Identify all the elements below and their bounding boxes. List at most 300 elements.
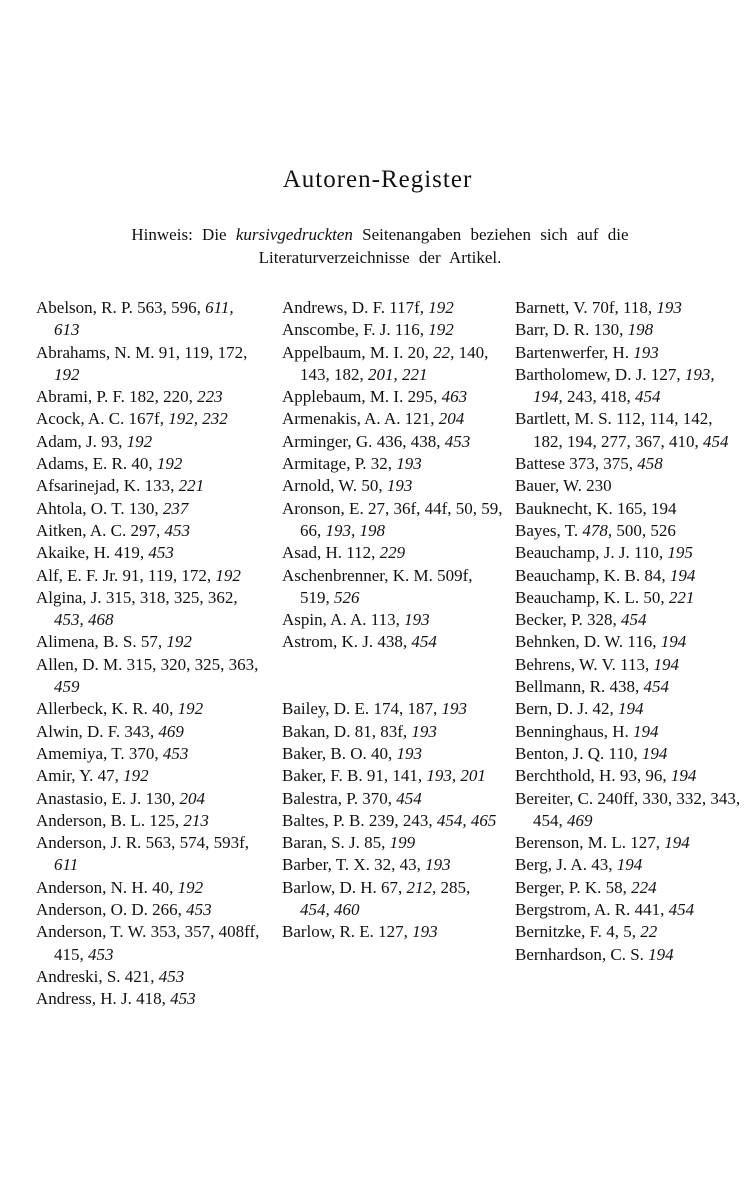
note-text-before: Hinweis: Die xyxy=(131,225,236,244)
index-entry xyxy=(515,587,745,609)
index-entry xyxy=(515,408,745,453)
author-name: Behnken, D. W. xyxy=(515,632,624,652)
author-name: Astrom, K. J. xyxy=(282,632,374,652)
index-entry xyxy=(36,832,261,877)
page-ref-bibliography: 194 xyxy=(670,766,697,786)
author-name: Alf, E. F. Jr. xyxy=(36,565,119,585)
page-ref: 438, xyxy=(377,632,408,652)
page-ref: 130, xyxy=(145,788,176,808)
page-ref-bibliography: 469 xyxy=(567,810,593,830)
index-entry xyxy=(515,520,745,542)
page-ref: 297, xyxy=(130,520,161,540)
author-name: Andrews, D. F. xyxy=(282,298,385,317)
page-ref: 182, 220, xyxy=(129,387,193,407)
index-entry xyxy=(515,765,745,787)
author-name: Bernitzke, F. xyxy=(515,922,602,942)
page-ref-bibliography: 192 xyxy=(428,320,454,340)
author-name: Adams, E. R. xyxy=(36,454,128,474)
author-name: Benton, J. Q. xyxy=(515,743,605,763)
author-name: Berenson, M. L. xyxy=(515,833,626,853)
page-ref-bibliography: 204 xyxy=(438,409,465,429)
author-name: Aronson, E. xyxy=(282,498,364,518)
index-entry xyxy=(515,921,745,943)
page-ref-bibliography: 454 xyxy=(643,677,669,697)
page-ref-bibliography: 198 xyxy=(627,320,654,340)
page-ref: 167f, xyxy=(128,409,164,429)
page-ref: 328, xyxy=(587,610,617,630)
index-entry xyxy=(515,319,745,341)
author-name: Bartlett, M. S. xyxy=(515,409,612,429)
author-name: Baran, S. J. xyxy=(282,833,360,853)
page-ref-bibliography: 454 xyxy=(621,610,647,630)
page-ref-bibliography: 459 xyxy=(54,677,80,697)
page-ref-bibliography: 453 xyxy=(444,431,471,451)
page-ref-bibliography: 193 xyxy=(633,342,659,362)
page-ref-bibliography: 192 xyxy=(126,431,153,451)
index-entry xyxy=(282,765,504,787)
index-entry xyxy=(515,743,745,765)
index-entry xyxy=(515,854,745,876)
page-ref: 81, 83f, xyxy=(354,721,408,741)
page-ref-bibliography: 192 xyxy=(156,454,183,474)
page-ref-bibliography: 194 xyxy=(633,721,659,741)
author-name: Anscombe, F. J. xyxy=(282,320,391,340)
page-ref: 239, 243, xyxy=(368,810,433,830)
page-ref-bibliography: 192 xyxy=(166,632,192,652)
index-column-3 xyxy=(515,297,745,966)
index-entry xyxy=(36,520,261,542)
page-ref-bibliography: 194 xyxy=(616,855,643,875)
index-entry xyxy=(282,631,504,653)
page-ref: 230 xyxy=(586,476,612,496)
page-ref-bibliography: 453 xyxy=(158,966,185,986)
page-ref-bibliography: 22, xyxy=(433,342,455,362)
index-entry xyxy=(282,565,504,610)
page-ref-bibliography: 453 xyxy=(88,944,114,964)
page-ref-bibliography: 201, 221 xyxy=(368,364,428,384)
page-ref-bibliography: 454 xyxy=(411,632,437,652)
letter-group-gap xyxy=(282,654,504,699)
page-ref-bibliography: 454 xyxy=(703,431,729,451)
index-entry xyxy=(515,899,745,921)
author-name: Amemiya, T. xyxy=(36,743,125,763)
page-ref-bibliography: 194 xyxy=(669,565,696,585)
index-entry xyxy=(515,698,745,720)
note-text-after: Seitenangaben beziehen sich auf die Literaturverzeichnisse der Artikel. xyxy=(258,225,629,267)
page-ref: 421, xyxy=(124,966,155,986)
index-entry xyxy=(36,542,261,564)
index-entry xyxy=(282,319,504,341)
index-entry xyxy=(36,565,261,587)
author-name: Afsarinejad, K. xyxy=(36,476,141,496)
page-ref: 315, 318, 325, 362, xyxy=(105,587,238,607)
index-entry xyxy=(515,788,745,833)
author-name: Battese xyxy=(515,454,566,474)
index-column-2 xyxy=(282,297,504,944)
page-ref-bibliography: 213 xyxy=(183,810,209,830)
index-entry xyxy=(282,475,504,497)
page-ref: 370, xyxy=(362,788,393,808)
page-title: Autoren-Register xyxy=(282,166,473,193)
page-ref-bibliography: 453 xyxy=(162,743,189,763)
author-name: Applebaum, M. I. xyxy=(282,387,404,407)
index-entry xyxy=(282,609,504,631)
page-ref: 125, xyxy=(149,810,180,830)
author-name: Benninghaus, H. xyxy=(515,721,629,741)
page-ref-bibliography: 193 xyxy=(386,476,413,496)
page-ref: 58, xyxy=(605,877,627,897)
page-ref-bibliography: 229 xyxy=(379,543,406,563)
page-ref-bibliography: 221 xyxy=(668,587,695,607)
index-entry xyxy=(282,386,504,408)
index-entry xyxy=(515,297,745,319)
author-name: Barr, D. R. xyxy=(515,320,590,340)
page-ref: 40, xyxy=(152,877,174,897)
page-ref-bibliography: 611 xyxy=(54,855,79,875)
author-name: Akaike, H. xyxy=(36,543,111,563)
index-entry xyxy=(36,810,261,832)
page-ref-bibliography: 192, 232 xyxy=(168,409,228,429)
page-ref-bibliography: 454 xyxy=(396,788,422,808)
page-ref-bibliography: 458 xyxy=(637,454,663,474)
index-entry xyxy=(36,921,261,966)
page-ref: 40, xyxy=(152,699,174,719)
author-name: Adam, J. xyxy=(36,431,97,451)
page-ref: 509f, 519, xyxy=(300,565,473,607)
page-ref: 130, xyxy=(128,498,159,518)
index-entry xyxy=(36,342,261,387)
author-name: Baltes, P. B. xyxy=(282,810,365,830)
page-ref: 112, 114, 142, 182, 194, 277, 367, 410, xyxy=(533,409,713,451)
page-ref-bibliography: 469 xyxy=(158,721,184,741)
page-ref-bibliography: 453 xyxy=(170,989,196,1009)
author-name: Berg, J. A. xyxy=(515,855,587,875)
page-ref-bibliography: 192 xyxy=(54,364,80,384)
index-entry xyxy=(36,698,261,720)
note-text-italic: kursivgedruckten xyxy=(235,225,353,244)
index-entry xyxy=(36,721,261,743)
page-ref: 91, 141, xyxy=(366,766,423,786)
author-name: Barber, T. X. xyxy=(282,855,370,875)
page-ref: 93, 96, xyxy=(619,766,667,786)
page-ref: 315, 320, 325, 363, xyxy=(126,654,259,674)
index-entry xyxy=(282,408,504,430)
page-ref: 130, xyxy=(593,320,624,340)
index-entry xyxy=(282,498,504,543)
page-ref: 127, xyxy=(378,922,408,942)
page-ref-bibliography: 192 xyxy=(123,766,149,786)
author-name: Arminger, G. xyxy=(282,431,373,451)
index-entry xyxy=(515,609,745,631)
page-ref: 57, xyxy=(140,632,163,652)
page-ref: 32, 43, xyxy=(374,855,421,875)
page-ref-bibliography: 453 xyxy=(186,900,212,920)
page-ref-bibliography: 193 xyxy=(396,743,423,763)
page-ref-bibliography: 221 xyxy=(178,476,205,496)
author-name: Aitken, A. C. xyxy=(36,520,127,540)
index-entry xyxy=(36,966,261,988)
author-name: Alwin, D. F. xyxy=(36,721,121,741)
page-ref-bibliography: 453 xyxy=(164,520,190,540)
page-ref: 50, xyxy=(361,476,383,496)
author-name: Anderson, B. L. xyxy=(36,810,146,830)
index-entry xyxy=(36,631,261,653)
page-ref: 441, xyxy=(634,900,665,920)
page-ref-bibliography: 22 xyxy=(640,922,658,942)
author-name: Bereiter, C. xyxy=(515,788,594,808)
index-entry xyxy=(515,631,745,653)
page-ref-bibliography: 212, xyxy=(406,877,437,897)
author-name: Bauknecht, K. xyxy=(515,498,613,518)
index-entry xyxy=(515,676,745,698)
author-name: Barnett, V. xyxy=(515,298,588,317)
author-name: Bergstrom, A. R. xyxy=(515,900,631,920)
page-ref-bibliography: 194 xyxy=(664,833,690,853)
page-ref: 116, xyxy=(627,632,657,652)
index-note xyxy=(90,223,670,269)
author-name: Balestra, P. xyxy=(282,788,359,808)
author-name: Ahtola, O. T. xyxy=(36,498,125,518)
index-column-1 xyxy=(36,297,261,1011)
page-ref-bibliography: 463 xyxy=(441,387,468,407)
page-ref-bibliography: 193 xyxy=(441,699,467,719)
index-entry xyxy=(282,854,504,876)
index-entry xyxy=(515,944,745,966)
page-ref: 43, xyxy=(591,855,613,875)
author-name: Abrahams, N. M. xyxy=(36,342,155,362)
page-ref-bibliography: 192 xyxy=(428,298,454,317)
author-name: Becker, P. xyxy=(515,610,583,630)
page-ref-bibliography: 193 xyxy=(396,454,422,474)
page-ref-bibliography: 611, 613 xyxy=(54,298,234,340)
index-entry xyxy=(282,810,504,832)
author-name: Algina, J. xyxy=(36,587,102,607)
page-ref-bibliography: 193 xyxy=(425,855,451,875)
author-name: Beauchamp, J. J. xyxy=(515,543,630,563)
index-entry xyxy=(36,899,261,921)
page-ref-bibliography: 193 xyxy=(656,298,682,317)
author-name: Anderson, T. W. xyxy=(36,922,147,942)
page-ref: 27, 36f, 44f, 50, 59, 66, xyxy=(300,498,503,540)
page-ref: 563, 596, xyxy=(137,298,201,317)
author-name: Amir, Y. xyxy=(36,766,94,786)
page-ref: 70f, 118, xyxy=(591,298,653,317)
page-ref-bibliography: 193, 201 xyxy=(426,766,486,786)
page-ref: 91, 119, 172, xyxy=(158,342,248,362)
page-ref: 419, xyxy=(114,543,145,563)
author-name: Berchthold, H. xyxy=(515,766,616,786)
index-entry xyxy=(282,877,504,922)
page-ref-bibliography: 194 xyxy=(648,944,674,964)
author-name: Appelbaum, M. I. xyxy=(282,342,404,362)
index-entry xyxy=(282,453,504,475)
author-name: Anderson, O. D. xyxy=(36,900,148,920)
author-name: Bern, D. J. xyxy=(515,699,589,719)
page-ref: 42, xyxy=(592,699,614,719)
page-ref: 285, xyxy=(440,877,471,897)
page-ref-bibliography: 204 xyxy=(179,788,206,808)
page-ref-bibliography: 454, 465 xyxy=(436,810,497,830)
author-name: Armenakis, A. A. xyxy=(282,409,401,429)
page-ref: 438, xyxy=(609,677,640,697)
index-entry xyxy=(282,832,504,854)
index-entry xyxy=(36,765,261,787)
page-ref-bibliography: 194 xyxy=(653,654,680,674)
page-ref: 418, xyxy=(136,989,166,1009)
author-name: Bauer, W. xyxy=(515,476,582,496)
page-ref: 113, xyxy=(620,654,650,674)
author-name: Bakan, D. xyxy=(282,721,351,741)
page-ref-bibliography: 193 xyxy=(411,721,437,741)
index-entry xyxy=(515,654,745,676)
index-entry xyxy=(36,788,261,810)
index-entry xyxy=(36,654,261,699)
author-name: Barlow, D. H. xyxy=(282,877,377,897)
author-name: Aschenbrenner, K. M. xyxy=(282,565,433,585)
page-ref: 436, 438, xyxy=(376,431,441,451)
author-name: Berger, P. K. xyxy=(515,877,602,897)
index-entry xyxy=(515,565,745,587)
page-ref-bibliography: 194 xyxy=(641,743,668,763)
author-name: Bailey, D. E. xyxy=(282,699,370,719)
page-ref: 84, xyxy=(644,565,666,585)
index-entry xyxy=(515,832,745,854)
index-entry xyxy=(282,921,504,943)
index-entry xyxy=(36,386,261,408)
page-ref: 140, 143, 182, xyxy=(300,342,489,384)
page-ref-bibliography: 193 xyxy=(404,610,430,630)
author-name: Bayes, T. xyxy=(515,520,579,540)
page-ref: 113, xyxy=(370,610,400,630)
author-name: Arnold, W. xyxy=(282,476,358,496)
index-entry xyxy=(282,297,504,319)
index-entry xyxy=(36,431,261,453)
page-ref: 240ff, 330, 332, 343, 454, xyxy=(533,788,741,830)
author-name: Abrami, P. F. xyxy=(36,387,125,407)
page-ref-bibliography: 224 xyxy=(631,877,657,897)
page-ref-bibliography: 453, 468 xyxy=(54,610,114,630)
index-entry xyxy=(282,788,504,810)
page-ref-bibliography: 195 xyxy=(667,543,693,563)
index-entry xyxy=(36,587,261,632)
page-ref-bibliography: 237 xyxy=(162,498,189,518)
author-name: Allerbeck, K. R. xyxy=(36,699,148,719)
author-name: Baker, B. O. xyxy=(282,743,367,763)
index-entry xyxy=(515,721,745,743)
page-ref: 20, xyxy=(407,342,429,362)
page-ref: 116, xyxy=(394,320,425,340)
index-entry xyxy=(36,297,261,342)
page-ref-bibliography: 453 xyxy=(148,543,174,563)
index-entry xyxy=(36,877,261,899)
index-entry xyxy=(282,698,504,720)
index-entry xyxy=(515,542,745,564)
author-name: Baker, F. B. xyxy=(282,766,363,786)
author-name: Bartenwerfer, H. xyxy=(515,342,630,362)
index-entry xyxy=(36,453,261,475)
page-ref-bibliography: 193 xyxy=(412,922,438,942)
page-ref: 370, xyxy=(128,743,159,763)
page-ref: 32, xyxy=(370,454,393,474)
page-ref-bibliography: 193, 198 xyxy=(325,520,385,540)
index-entry xyxy=(36,743,261,765)
author-name: Aspin, A. A. xyxy=(282,610,367,630)
page-ref-bibliography: 193, 194, xyxy=(533,364,715,407)
page-ref-bibliography: 526 xyxy=(334,587,360,607)
page-ref: 500, 526 xyxy=(616,520,676,540)
author-name: Armitage, P. xyxy=(282,454,367,474)
page-ref: 91, 119, 172, xyxy=(122,565,212,585)
page-ref: 50, xyxy=(643,587,665,607)
author-name: Andress, H. J. xyxy=(36,989,132,1009)
author-name: Andreski, S. xyxy=(36,966,121,986)
page-ref: 353, 357, 408ff, 415, xyxy=(54,922,260,964)
author-name: Behrens, W. V. xyxy=(515,654,616,674)
index-entry xyxy=(36,988,261,1010)
index-entry xyxy=(282,721,504,743)
page-ref: 110, xyxy=(633,543,664,563)
page-ref: 133, xyxy=(144,476,175,496)
page-ref: 174, 187, xyxy=(373,699,438,719)
author-name: Beauchamp, K. B. xyxy=(515,565,641,585)
index-entry xyxy=(282,431,504,453)
page-ref: 47, xyxy=(97,766,119,786)
author-name: Bellmann, R. xyxy=(515,677,606,697)
page-ref-bibliography: 454 xyxy=(668,900,695,920)
page-ref: 117f, xyxy=(389,298,425,317)
page-ref: 165, 194 xyxy=(616,498,677,518)
page-ref: 93, xyxy=(101,431,123,451)
index-entry xyxy=(515,342,745,364)
index-entry xyxy=(515,364,745,409)
index-entry xyxy=(515,498,745,520)
page-ref-bibliography: 192 xyxy=(177,699,204,719)
page-ref: 85, xyxy=(364,833,386,853)
author-name: Bartholomew, D. J. xyxy=(515,364,647,384)
index-entry xyxy=(36,475,261,497)
page-ref-bibliography: 454, 460 xyxy=(300,900,360,920)
page-ref: 266, xyxy=(152,900,182,920)
page-ref: 373, 375, xyxy=(569,454,634,474)
author-name: Anastasio, E. J. xyxy=(36,788,142,808)
page-ref-bibliography: 223 xyxy=(197,387,223,407)
page-ref: 243, 418, xyxy=(567,387,631,407)
page-ref: 563, 574, 593f, xyxy=(145,833,249,853)
index-entry xyxy=(36,498,261,520)
page-ref: 112, xyxy=(346,543,376,563)
index-entry xyxy=(282,542,504,564)
page-ref: 4, 5, xyxy=(606,922,636,942)
page-ref: 67, xyxy=(381,877,403,897)
index-entry xyxy=(515,475,745,497)
page-ref-bibliography: 192 xyxy=(215,565,241,585)
author-name: Abelson, R. P. xyxy=(36,298,133,317)
page-ref-bibliography: 194 xyxy=(660,632,687,652)
index-entry xyxy=(282,342,504,387)
index-entry xyxy=(515,877,745,899)
page-ref-bibliography: 199 xyxy=(389,833,416,853)
page-ref: 40, xyxy=(371,743,393,763)
author-name: Beauchamp, K. L. xyxy=(515,587,640,607)
page-ref: 127, xyxy=(630,833,660,853)
index-entry xyxy=(36,408,261,430)
page-ref: 127, xyxy=(650,364,681,384)
index-entry xyxy=(515,453,745,475)
author-name: Anderson, N. H. xyxy=(36,877,148,897)
page-ref: 40, xyxy=(131,454,153,474)
author-name: Allen, D. M. xyxy=(36,654,123,674)
author-name: Anderson, J. R. xyxy=(36,833,142,853)
